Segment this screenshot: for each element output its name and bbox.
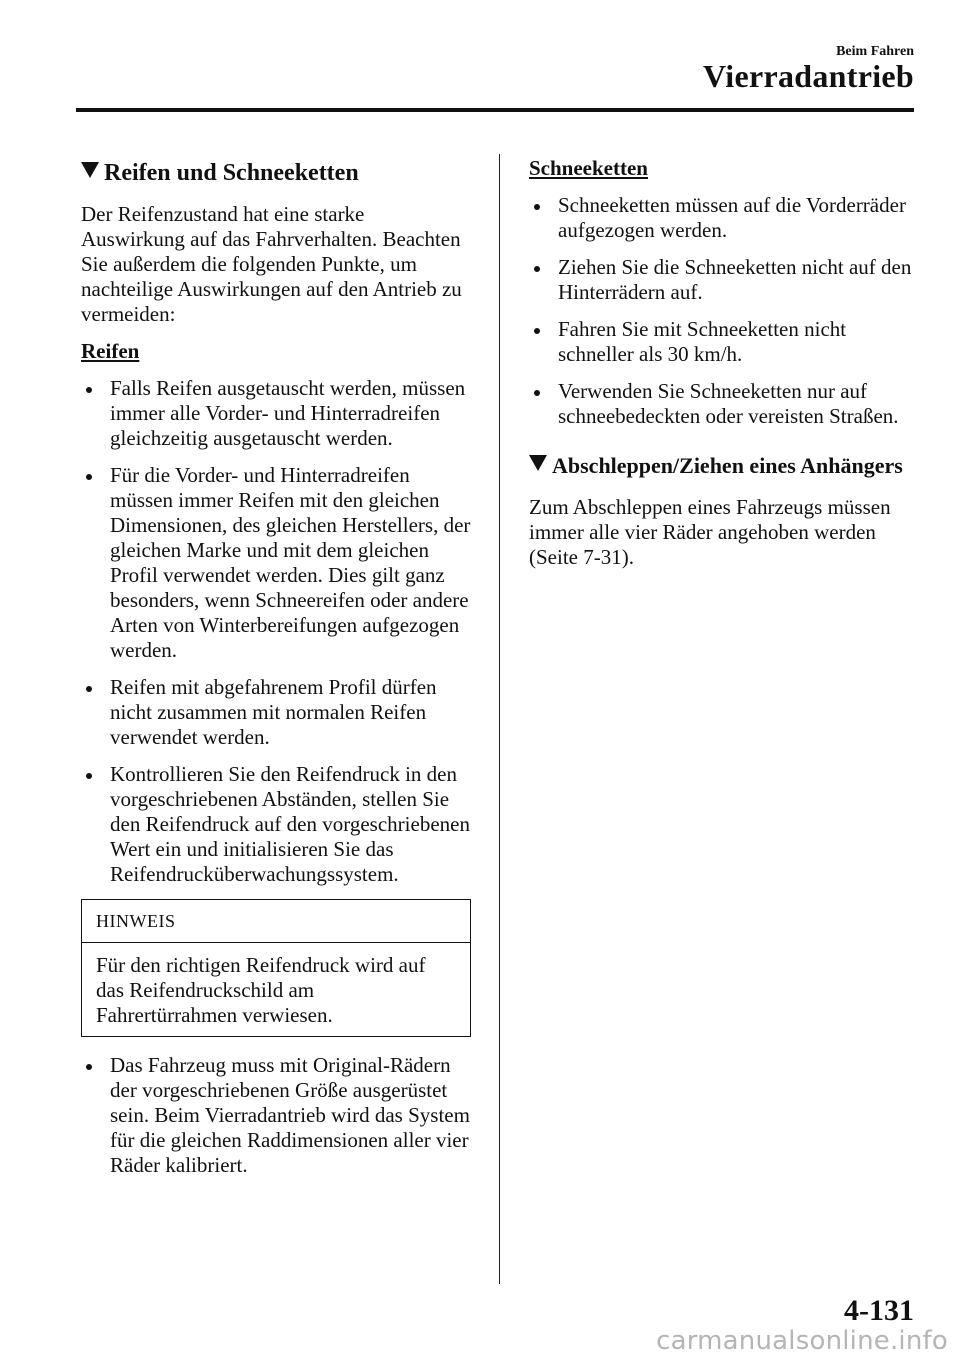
tire-bullet-list-continued <box>81 1053 471 1178</box>
triangle-icon <box>529 455 547 471</box>
tire-bullet-list <box>81 376 471 887</box>
bullet-icon <box>86 686 92 692</box>
list-item-text: Reifen mit abgefahrenem Profil dürfen nicht zusammen mit normalen Reifen verwendet werden. <box>110 675 437 749</box>
triangle-icon <box>81 162 99 178</box>
list-item <box>81 376 471 451</box>
note-body: Für den richtigen Reifendruck wird auf das Reifendruckschild am Fahrertürrahmen verwiesen. <box>96 953 426 1027</box>
section-heading-towing <box>529 449 919 483</box>
bullet-icon <box>534 204 540 210</box>
section-heading-text: Abschleppen/Ziehen eines Anhängers <box>552 453 903 478</box>
bullet-icon <box>534 390 540 396</box>
right-column <box>529 156 919 570</box>
list-item <box>81 762 471 887</box>
list-item-text: Schneeketten müssen auf die Vorderräder aufgezogen werden. <box>558 193 906 242</box>
column-divider <box>499 154 500 1284</box>
page-number: 4-131 <box>844 1294 914 1327</box>
left-column <box>81 156 471 1190</box>
bullet-icon <box>86 1064 92 1070</box>
bullet-icon <box>86 773 92 779</box>
list-item <box>529 193 919 243</box>
list-item <box>81 463 471 663</box>
snow-chain-bullet-list <box>529 193 919 429</box>
list-item <box>529 317 919 367</box>
list-item-text: Falls Reifen ausgetauscht werden, müssen immer alle Vorder- und Hinterradreifen gleichzeitig ausgetauscht werden. <box>110 376 466 450</box>
bullet-icon <box>534 266 540 272</box>
note-box <box>81 899 471 1037</box>
section-heading-text: Reifen und Schneeketten <box>104 160 359 186</box>
list-item-text: Ziehen Sie die Schneeketten nicht auf den Hinterrädern auf. <box>558 255 912 304</box>
bullet-icon <box>86 387 92 393</box>
note-title: HINWEIS <box>82 900 470 943</box>
list-item-text: Für die Vorder- und Hinterradreifen müssen immer Reifen mit den gleichen Dimensionen, des gleichen Herstellers, der gleichen Marke und mit dem gleichen Profil verwendet werden. Dies gilt ganz besonders, wenn Schneereifen oder andere Arten von Winterbereifungen aufgezogen werden. <box>110 463 471 662</box>
subheading-tires: Reifen <box>81 339 140 363</box>
chapter-label: Beim Fahren <box>836 44 914 59</box>
list-item <box>81 1053 471 1178</box>
intro-paragraph: Der Reifenzustand hat eine starke Auswirkung auf das Fahrverhalten. Beachten Sie außerdem die folgenden Punkte, um nachteilige Auswirkungen auf den Antrieb zu vermeiden: <box>81 202 462 326</box>
list-item <box>81 675 471 750</box>
section-heading-tires <box>81 156 471 190</box>
watermark: carmanualsonline.info <box>656 1326 948 1356</box>
list-item <box>529 255 919 305</box>
bullet-icon <box>534 328 540 334</box>
list-item <box>529 379 919 429</box>
page-title: Vierradantrieb <box>703 58 914 94</box>
list-item-text: Das Fahrzeug muss mit Original-Rädern der vorgeschriebenen Größe ausgerüstet sein. Beim Vierradantrieb wird das System für die gleichen Raddimensionen aller vier Räder kalibriert. <box>110 1053 470 1177</box>
bullet-icon <box>86 474 92 480</box>
list-item-text: Verwenden Sie Schneeketten nur auf schneebedeckten oder vereisten Straßen. <box>558 379 899 428</box>
header-rule <box>76 108 914 112</box>
towing-paragraph: Zum Abschleppen eines Fahrzeugs müssen immer alle vier Räder angehoben werden (Seite 7-31). <box>529 495 891 569</box>
list-item-text: Kontrollieren Sie den Reifendruck in den vorgeschriebenen Abständen, stellen Sie den Reifendruck auf den vorgeschriebenen Wert ein und initialisieren Sie das Reifendrucküberwachungssystem. <box>110 762 470 886</box>
subheading-snow-chains: Schneeketten <box>529 156 648 180</box>
list-item-text: Fahren Sie mit Schneeketten nicht schneller als 30 km/h. <box>558 317 847 366</box>
